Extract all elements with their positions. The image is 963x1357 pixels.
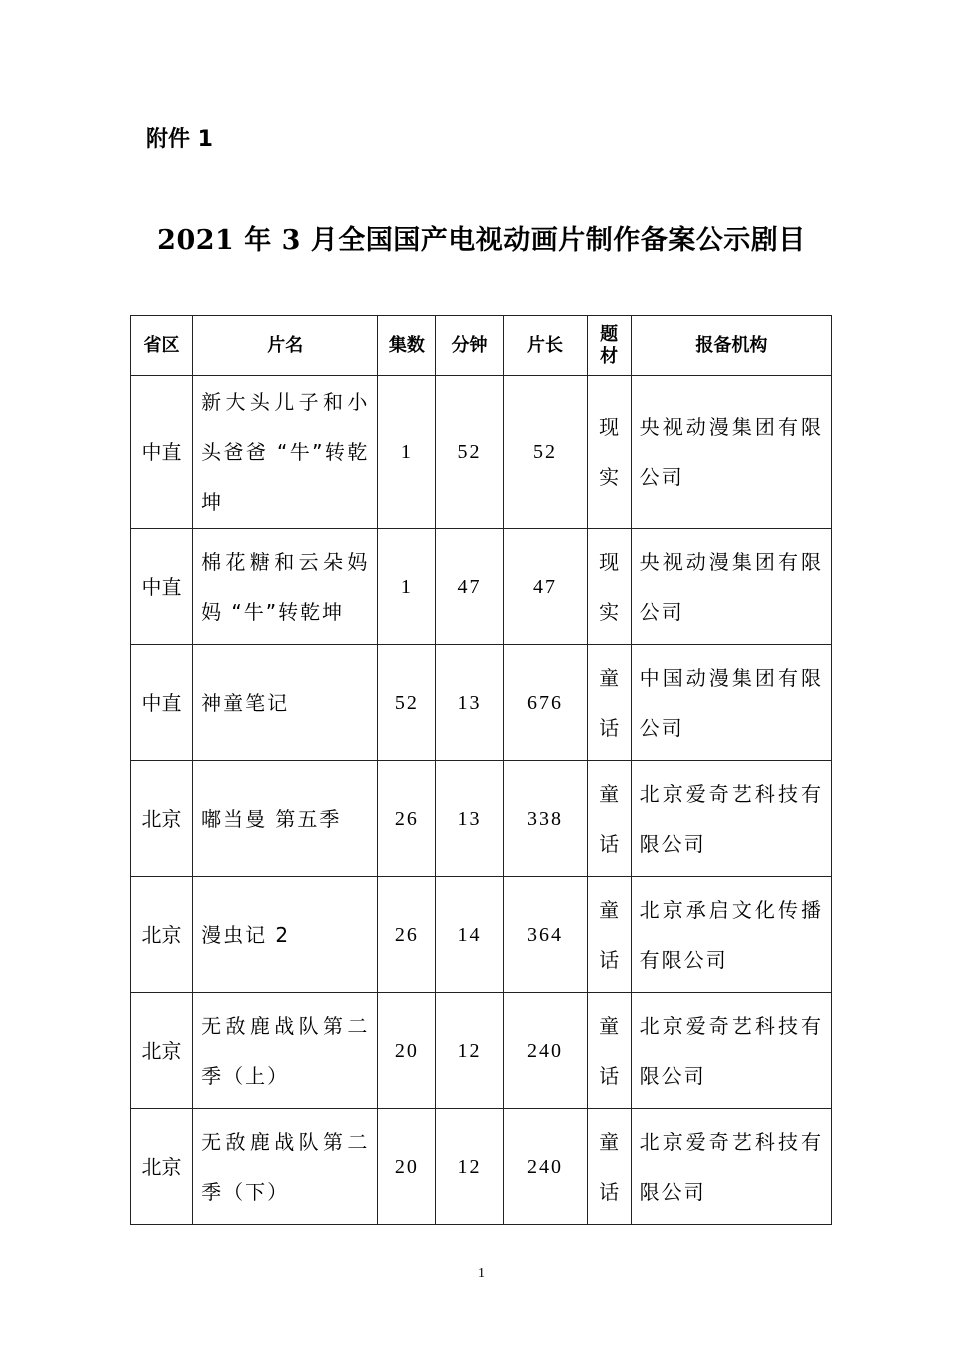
cell-minutes: 13: [436, 645, 503, 761]
cell-org: 中国动漫集团有限公司: [631, 645, 831, 761]
cell-theme-2: 话: [599, 831, 620, 856]
table-row: [131, 993, 832, 1109]
cell-theme: [587, 993, 631, 1109]
cell-episodes: 26: [378, 877, 436, 993]
cell-length: 52: [503, 376, 587, 529]
cell-theme-2: 实: [599, 465, 620, 489]
cell-province: 中直: [131, 529, 193, 645]
cell-province: 北京: [131, 993, 193, 1109]
cell-theme-1: 童: [599, 665, 620, 690]
cell-org: 北京承启文化传播有限公司: [631, 877, 831, 993]
cell-minutes: 12: [436, 993, 503, 1109]
cell-province: 北京: [131, 1109, 193, 1225]
cell-theme: [587, 376, 631, 529]
header-theme: [587, 316, 631, 376]
header-province: 省区: [131, 316, 193, 376]
header-org: 报备机构: [631, 316, 831, 376]
cell-theme: [587, 1109, 631, 1225]
table-row: [131, 529, 832, 645]
cell-minutes: 14: [436, 877, 503, 993]
cell-episodes: 20: [378, 1109, 436, 1225]
cell-name: 嘟当曼 第五季: [193, 761, 378, 877]
cell-name: 神童笔记: [193, 645, 378, 761]
header-theme-1: 题: [600, 323, 619, 345]
cell-name: 漫虫记 2: [193, 877, 378, 993]
table-row: [131, 1109, 832, 1225]
cell-episodes: 20: [378, 993, 436, 1109]
cell-episodes: 1: [378, 529, 436, 645]
cell-org: 北京爱奇艺科技有限公司: [631, 761, 831, 877]
cell-minutes: 47: [436, 529, 503, 645]
header-minutes: 分钟: [436, 316, 503, 376]
cell-theme-1: 童: [599, 781, 620, 806]
cell-name: 新大头儿子和小头爸爸 “牛”转乾坤: [193, 376, 378, 529]
cell-province: 中直: [131, 645, 193, 761]
cell-org: 央视动漫集团有限公司: [631, 529, 831, 645]
table-row: [131, 645, 832, 761]
page-title: 2021 年 3 月全国国产电视动画片制作备案公示剧目: [157, 225, 806, 256]
cell-minutes: 52: [436, 376, 503, 529]
cell-length: 338: [503, 761, 587, 877]
cell-theme-1: 童: [599, 1129, 620, 1154]
cell-minutes: 13: [436, 761, 503, 877]
cell-length: 240: [503, 1109, 587, 1225]
cell-theme-2: 话: [599, 1179, 620, 1204]
header-name: 片名: [193, 316, 378, 376]
cell-org: 北京爱奇艺科技有限公司: [631, 1109, 831, 1225]
filing-table: [130, 315, 832, 1225]
header-episodes: 集数: [378, 316, 436, 376]
attachment-label: 附件 1: [146, 127, 213, 152]
cell-org: 央视动漫集团有限公司: [631, 376, 831, 529]
cell-theme-1: 现: [599, 549, 620, 574]
cell-length: 676: [503, 645, 587, 761]
cell-theme-1: 童: [599, 1013, 620, 1038]
cell-length: 240: [503, 993, 587, 1109]
cell-province: 北京: [131, 877, 193, 993]
cell-theme: [587, 877, 631, 993]
cell-province: 北京: [131, 761, 193, 877]
table-row: [131, 376, 832, 529]
cell-name: 无敌鹿战队第二季（上）: [193, 993, 378, 1109]
table-row: [131, 761, 832, 877]
cell-episodes: 26: [378, 761, 436, 877]
cell-name: 无敌鹿战队第二季（下）: [193, 1109, 378, 1225]
cell-length: 47: [503, 529, 587, 645]
cell-minutes: 12: [436, 1109, 503, 1225]
header-theme-2: 材: [600, 345, 619, 367]
cell-episodes: 1: [378, 376, 436, 529]
cell-theme: [587, 529, 631, 645]
cell-province: 中直: [131, 376, 193, 529]
cell-length: 364: [503, 877, 587, 993]
table-row: [131, 877, 832, 993]
cell-theme-2: 话: [599, 1063, 620, 1088]
cell-theme-1: 现: [599, 415, 620, 439]
cell-theme-1: 童: [599, 897, 620, 922]
cell-theme: [587, 761, 631, 877]
cell-theme-2: 话: [599, 947, 620, 972]
cell-episodes: 52: [378, 645, 436, 761]
cell-name: 棉花糖和云朵妈妈 “牛”转乾坤: [193, 529, 378, 645]
cell-theme-2: 话: [599, 715, 620, 740]
page-number: 1: [478, 1266, 485, 1281]
table-header-row: [131, 316, 832, 376]
cell-theme-2: 实: [599, 599, 620, 624]
cell-org: 北京爱奇艺科技有限公司: [631, 993, 831, 1109]
cell-theme: [587, 645, 631, 761]
header-length: 片长: [503, 316, 587, 376]
